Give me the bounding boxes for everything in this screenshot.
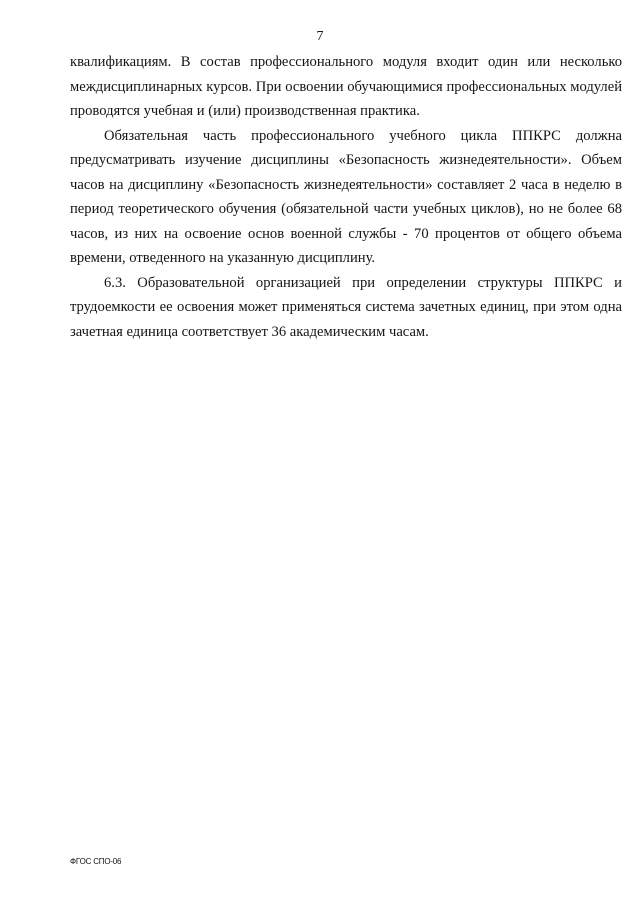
paragraph-credit-units: 6.3. Образовательной организацией при определении структуры ППКРС и трудоемкости ее освоения может применяться система зачетных единиц, при этом одна зачетная единица соответствует 36 академическим часам. xyxy=(70,274,622,340)
footer-document-code: ФГОС СПО-06 xyxy=(70,857,122,866)
page-number: 7 xyxy=(316,29,324,44)
body-text xyxy=(70,50,622,344)
paragraph-safety-discipline: Обязательная часть профессионального учебного цикла ППКРС должна предусматривать изучение дисциплины «Безопасность жизнедеятельности». Объем часов на дисциплину «Безопасность жизнедеятельности» составляет 2 часа в неделю в период теоретического обучения (обязательной части учебных циклов), но не более 68 часов, из них на освоение основ военной службы - 70 процентов от общего объема времени, отведенного на указанную дисциплину. xyxy=(70,127,622,266)
paragraph-continuation: квалификациям. В состав профессионального модуля входит один или несколько междисциплинарных курсов. При освоении обучающимися профессиональных модулей проводятся учебная и (или) производственная практика. xyxy=(70,54,622,119)
